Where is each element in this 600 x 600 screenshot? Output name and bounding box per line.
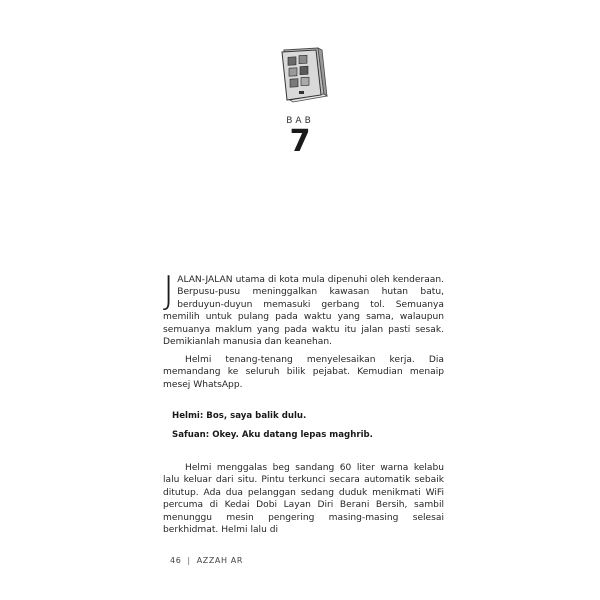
- footer-separator: |: [187, 556, 191, 565]
- paragraph-1: [163, 268, 444, 348]
- drop-cap: J: [163, 268, 175, 312]
- book-illustration: [274, 44, 330, 104]
- paragraph-3: Helmi menggalas beg sandang 60 liter warna kelabu lalu keluar dari situ. Pintu terkunci secara automatik sebaik ditutup. Ada dua pelanggan sedang duduk menikmati WiFi percuma di Kedai Dobi Layan Diri Berani Bersih, sambil menunggu mesin pengering masing-masing selesai berkhidmat. Helmi lalu di: [163, 463, 444, 536]
- paragraph-1-text: ALAN-JALAN utama di kota mula dipenuhi oleh kenderaan. Berpusu-pusu meninggalkan kawasan hutan batu, berduyun-duyun memasuki gerbang tol. Semuanya memilih untuk pulang pada waktu yang sama, walaupun semuanya maklum yang pada waktu itu jalan pasti sesak. Demikianlah manusia dan keanehan.: [163, 275, 444, 348]
- chapter-number: 7: [289, 124, 311, 159]
- dialog-line-2: Safuan: Okey. Aku datang lepas maghrib.: [172, 430, 373, 440]
- chapter-label: BAB: [286, 116, 314, 126]
- page-number: 46: [170, 556, 182, 565]
- paragraph-2: Helmi tenang-tenang menyelesaikan kerja. Dia memandang ke seluruh bilik pejabat. Kemudian menaip mesej WhatsApp.: [163, 355, 444, 390]
- dialog-line-1: Helmi: Bos, saya balik dulu.: [172, 411, 307, 421]
- page-footer: [170, 556, 243, 565]
- author-name: AZZAH AR: [196, 556, 243, 565]
